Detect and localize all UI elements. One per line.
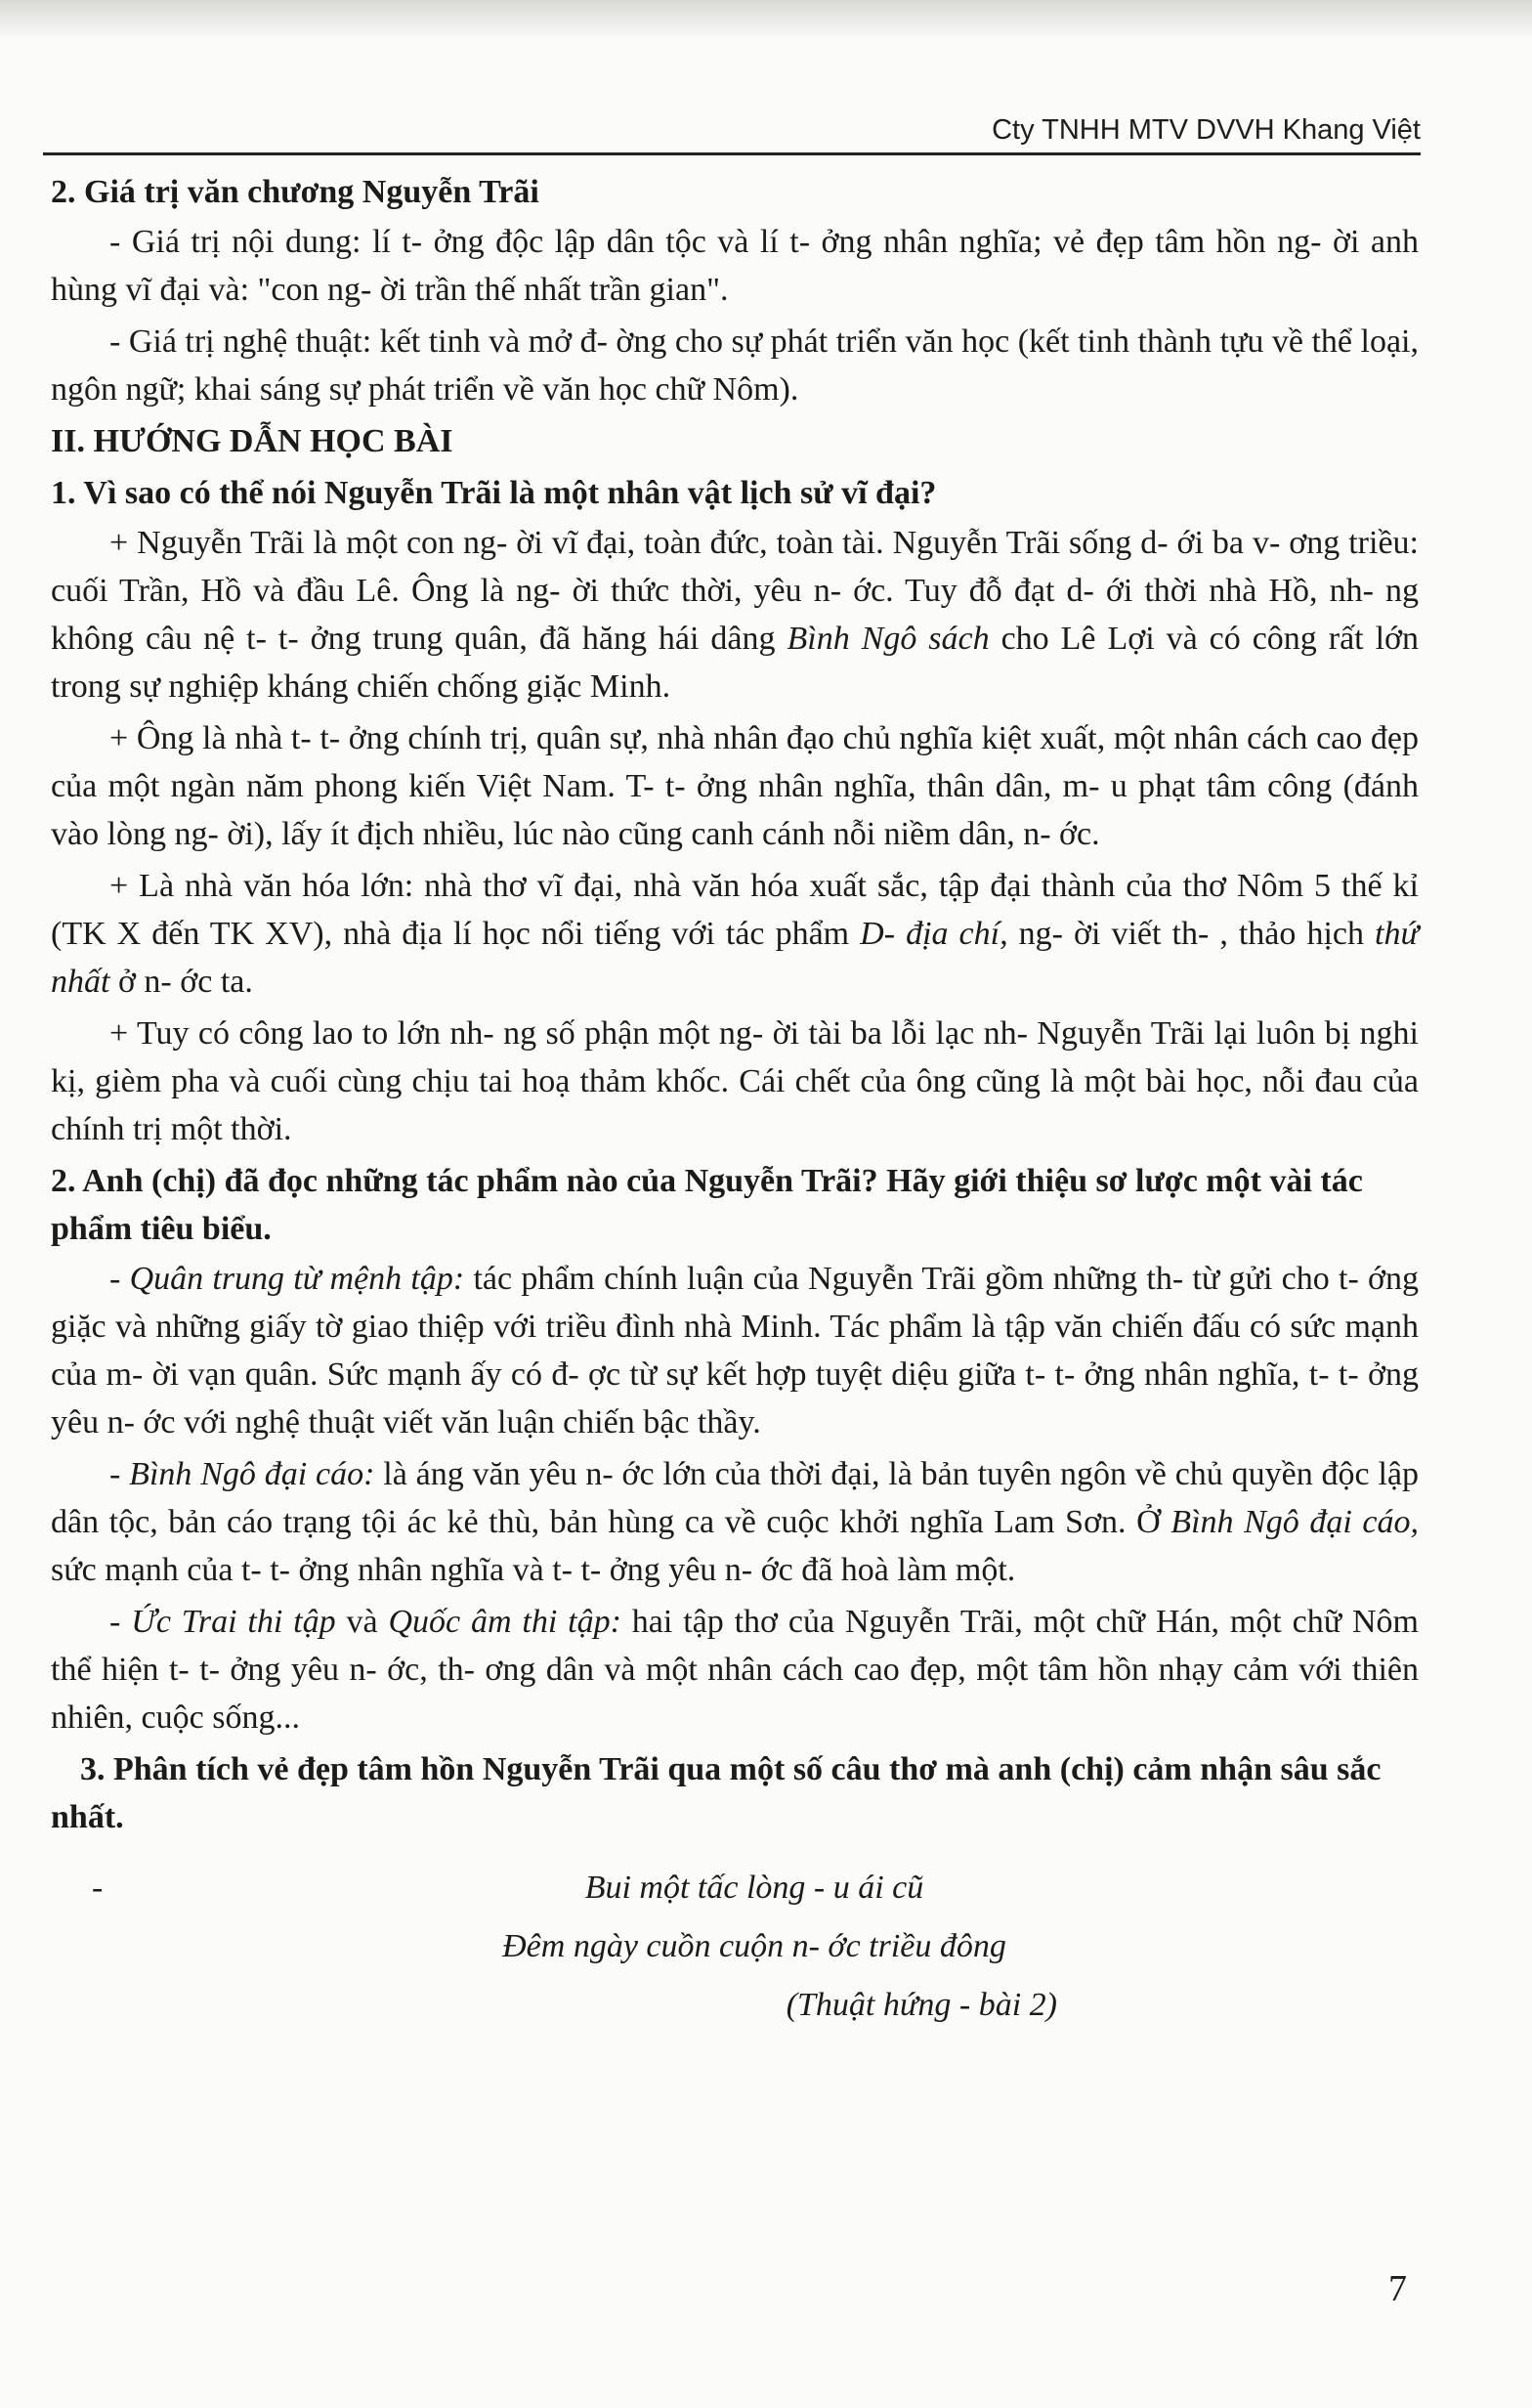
work-title: Ức Trai thi tập xyxy=(131,1604,336,1640)
paragraph: + Tuy có công lao to lớn nh- ng số phận một ng- ời tài ba lỗi lạc nh- Nguyễn Trãi lại luôn bị nghi kị, gièm pha và cuối cùng chịu tai hoạ thảm khốc. Cái chết của ông cũng là một bài học, nỗi đau của chính trị một thời. xyxy=(51,1015,1419,1147)
part-heading: II. HƯỚNG DẪN HỌC BÀI xyxy=(51,423,453,459)
question-heading: 3. Phân tích vẻ đẹp tâm hồn Nguyễn Trãi qua một số câu thơ mà anh (chị) cảm nhận sâu sắc nhất. xyxy=(51,1751,1382,1835)
poem-quote xyxy=(51,1859,1419,2035)
paragraph: - Giá trị nghệ thuật: kết tinh và mở đ- ờng cho sự phát triển văn học (kết tinh thành tựu về thể loại, ngôn ngữ; khai sáng sự phát triển về văn học chữ Nôm). xyxy=(51,323,1419,408)
work-title: D- địa chí, xyxy=(860,916,1008,952)
text: ở n- ớc ta. xyxy=(117,964,253,1000)
text: hai tập thơ của Nguyễn Trãi, một chữ Hán, một chữ Nôm thể hiện t- t- ởng yêu n- ớc, th- ơng dân và một nhân cách cao đẹp, một tâm hồn nhạy cảm với thiên nhiên, cuộc sống... xyxy=(51,1604,1420,1736)
paragraph xyxy=(51,1255,1419,1446)
page-number: 7 xyxy=(1388,2268,1407,2309)
poem-row xyxy=(51,1917,1419,1976)
poem-line: Bui một tấc lòng - u ái cũ xyxy=(584,1870,924,1906)
dash: - xyxy=(109,1456,121,1492)
page-content xyxy=(51,164,1419,2035)
text: + Là nhà văn hóa lớn: nhà thơ vĩ đại, nhà văn hóa xuất sắc, tập đại thành của thơ Nôm 5 thế kỉ (TK X đến TK XV), nhà địa lí học nổi tiếng với tác phẩm xyxy=(51,868,1419,952)
poem-row xyxy=(51,1859,1419,1917)
work-title: Bình Ngô sách xyxy=(787,621,990,657)
text: cho Lê Lợi và có công rất lớn trong sự nghiệp kháng chiến chống giặc Minh. xyxy=(51,621,1420,705)
dash: - xyxy=(109,1604,121,1640)
text: và xyxy=(346,1604,378,1640)
work-title: Quân trung từ mệnh tập: xyxy=(129,1261,465,1297)
publisher-name: Cty TNHH MTV DVVH Khang Việt xyxy=(992,114,1421,146)
work-title: Bình Ngô đại cáo, xyxy=(1170,1504,1419,1540)
paragraph xyxy=(51,1450,1419,1594)
paragraph: + Ông là nhà t- t- ởng chính trị, quân sự, nhà nhân đạo chủ nghĩa kiệt xuất, một nhân cách cao đẹp của một ngàn năm phong kiến Việt Nam. T- t- ởng nhân nghĩa, thân dân, m- u phạt tâm công (đánh vào lòng ng- ời), lấy ít địch nhiều, lúc nào cũng canh cánh nỗi niềm dân, n- ớc. xyxy=(51,720,1419,852)
text: là áng văn yêu n- ớc lớn của thời đại, là bản tuyên ngôn về chủ quyền độc lập dân tộc, bản cáo trạng tội ác kẻ thù, bản hùng ca về cuộc khởi nghĩa Lam Sơn. Ở xyxy=(51,1456,1420,1540)
poem-row xyxy=(51,1976,1419,2035)
text: + Nguyễn Trãi là một con ng- ời vĩ đại, toàn đức, toàn tài. Nguyễn Trãi sống d- ới ba v- ơng triều: cuối Trần, Hồ và đầu Lê. Ông là ng- ời thức thời, yêu n- ớc. Tuy đỗ đạt d- ới thời nhà Hồ, nh- ng không câu nệ t- t- ởng trung quân, đã hăng hái dâng xyxy=(51,525,1419,657)
emphasis: thứ nhất xyxy=(51,916,1420,1000)
running-header xyxy=(43,109,1421,155)
poem-line: Đêm ngày cuồn cuộn n- ớc triều đông xyxy=(502,1928,1006,1964)
question-heading: 1. Vì sao có thể nói Nguyễn Trãi là một nhân vật lịch sử vĩ đại? xyxy=(51,475,937,511)
text: ng- ời viết th- , thảo hịch xyxy=(1018,916,1364,952)
work-title: Quốc âm thi tập: xyxy=(388,1604,621,1640)
question-heading: 2. Anh (chị) đã đọc những tác phẩm nào của Nguyễn Trãi? Hãy giới thiệu sơ lược một vài tác phẩm tiêu biểu. xyxy=(51,1163,1363,1247)
paragraph xyxy=(51,1598,1419,1742)
paragraph xyxy=(51,862,1419,1006)
paragraph xyxy=(51,519,1419,710)
poem-source: (Thuật hứng - bài 2) xyxy=(786,1987,1057,2023)
section-heading: 2. Giá trị văn chương Nguyễn Trãi xyxy=(51,174,539,210)
paragraph: - Giá trị nội dung: lí t- ởng độc lập dân tộc và lí t- ởng nhân nghĩa; vẻ đẹp tâm hồn ng- ời anh hùng vĩ đại và: "con ng- ời trần thế nhất trần gian". xyxy=(51,224,1419,308)
work-title: Bình Ngô đại cáo: xyxy=(129,1456,375,1492)
dash: - xyxy=(109,1261,121,1297)
dash: - xyxy=(92,1870,104,1906)
page-top-shadow xyxy=(0,0,1532,39)
text: tác phẩm chính luận của Nguyễn Trãi gồm những th- từ gửi cho t- ớng giặc và những giấy tờ giao thiệp với triều đình nhà Minh. Tác phẩm là tập văn chiến đấu có sức mạnh của m- ời vạn quân. Sức mạnh ấy có đ- ợc từ sự kết hợp tuyệt diệu giữa t- t- ởng nhân nghĩa, t- t- ởng yêu n- ớc với nghệ thuật viết văn luận chiến bậc thầy. xyxy=(51,1261,1420,1440)
text: sức mạnh của t- t- ởng nhân nghĩa và t- t- ởng yêu n- ớc đã hoà làm một. xyxy=(51,1552,1016,1588)
